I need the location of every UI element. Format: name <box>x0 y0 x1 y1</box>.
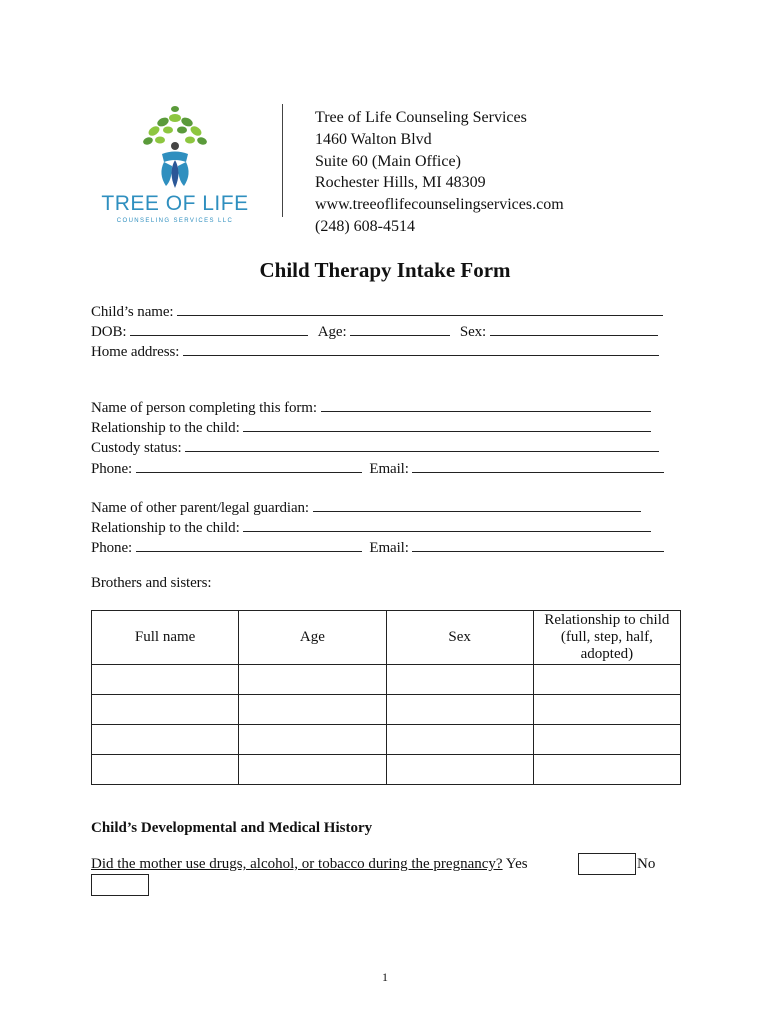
table-cell[interactable] <box>92 755 239 785</box>
col-relationship: Relationship to child (full, step, half, adopted) <box>533 611 680 665</box>
completer-name-label: Name of person completing this form: <box>91 400 317 416</box>
dob-label: DOB: <box>91 324 127 340</box>
other-parent-field[interactable] <box>313 499 641 512</box>
table-cell[interactable] <box>239 755 386 785</box>
relationship-label-1: Relationship to the child: <box>91 420 240 436</box>
table-header-row <box>92 611 681 665</box>
table-cell[interactable] <box>386 695 533 725</box>
col-sex: Sex <box>386 611 533 665</box>
child-name-label: Child’s name: <box>91 304 174 320</box>
contact-row-2 <box>91 539 664 557</box>
home-address-row <box>91 343 659 361</box>
table-row <box>92 725 681 755</box>
age-label: Age: <box>317 324 347 340</box>
relationship-row-2 <box>91 519 651 537</box>
age-field[interactable] <box>350 323 450 336</box>
tree-logo-icon <box>100 104 250 194</box>
email-field-1[interactable] <box>412 460 664 473</box>
home-address-label: Home address: <box>91 344 180 360</box>
org-suite: Suite 60 (Main Office) <box>315 152 461 170</box>
org-name: Tree of Life Counseling Services <box>315 109 527 126</box>
org-website[interactable]: www.treeoflifecounselingservices.com <box>315 196 564 214</box>
org-phone: (248) 608-4514 <box>315 217 415 235</box>
table-cell[interactable] <box>92 665 239 695</box>
phone-field-1[interactable] <box>136 460 362 473</box>
phone-label-2: Phone: <box>91 540 133 556</box>
phone-label-1: Phone: <box>91 461 133 477</box>
table-cell[interactable] <box>533 695 680 725</box>
contact-row-1 <box>91 460 664 478</box>
home-address-field[interactable] <box>183 343 659 356</box>
dob-row <box>91 323 658 341</box>
medical-history-heading: Child’s Developmental and Medical History <box>91 820 373 836</box>
table-cell[interactable] <box>239 695 386 725</box>
logo-name: TREE OF LIFE <box>101 192 249 215</box>
table-cell[interactable] <box>386 725 533 755</box>
email-label-2: Email: <box>369 540 409 556</box>
custody-label: Custody status: <box>91 440 182 456</box>
dob-field[interactable] <box>130 323 308 336</box>
sex-label: Sex: <box>459 324 487 340</box>
email-label-1: Email: <box>369 461 409 477</box>
no-label: No <box>637 856 656 872</box>
org-street: 1460 Walton Blvd <box>315 130 432 148</box>
col-full-name: Full name <box>92 611 239 665</box>
table-cell[interactable] <box>386 755 533 785</box>
siblings-label: Brothers and sisters: <box>91 575 212 591</box>
other-parent-label: Name of other parent/legal guardian: <box>91 500 309 516</box>
table-cell[interactable] <box>239 725 386 755</box>
relationship-label-2: Relationship to the child: <box>91 520 240 536</box>
table-cell[interactable] <box>533 755 680 785</box>
yes-label: Yes <box>505 856 528 872</box>
table-cell[interactable] <box>386 665 533 695</box>
pregnancy-question-text: Did the mother use drugs, alcohol, or tobacco during the pregnancy? <box>91 856 503 872</box>
tree-of-life-logo <box>100 104 250 229</box>
page-number: 1 <box>382 970 388 984</box>
sex-field[interactable] <box>490 323 658 336</box>
table-cell[interactable] <box>92 725 239 755</box>
pregnancy-question <box>91 856 528 873</box>
table-cell[interactable] <box>92 695 239 725</box>
siblings-table <box>91 610 681 785</box>
child-name-field[interactable] <box>177 303 663 316</box>
completer-name-row <box>91 399 651 417</box>
org-city: Rochester Hills, MI 48309 <box>315 174 486 192</box>
table-row <box>92 695 681 725</box>
other-parent-row <box>91 499 641 517</box>
table-row <box>92 665 681 695</box>
table-row <box>92 755 681 785</box>
custody-field[interactable] <box>185 439 659 452</box>
table-cell[interactable] <box>239 665 386 695</box>
relationship-field-1[interactable] <box>243 419 651 432</box>
phone-field-2[interactable] <box>136 539 362 552</box>
child-name-row <box>91 303 663 321</box>
custody-row <box>91 439 659 457</box>
relationship-row-1 <box>91 419 651 437</box>
form-title: Child Therapy Intake Form <box>259 258 511 282</box>
table-cell[interactable] <box>533 725 680 755</box>
completer-name-field[interactable] <box>321 399 651 412</box>
relationship-field-2[interactable] <box>243 519 651 532</box>
email-field-2[interactable] <box>412 539 664 552</box>
yes-checkbox[interactable] <box>578 853 636 875</box>
col-age: Age <box>239 611 386 665</box>
header-divider <box>282 104 283 217</box>
no-checkbox[interactable] <box>91 874 149 896</box>
logo-subtitle: COUNSELING SERVICES LLC <box>116 218 234 224</box>
table-cell[interactable] <box>533 665 680 695</box>
organization-address <box>315 107 564 238</box>
